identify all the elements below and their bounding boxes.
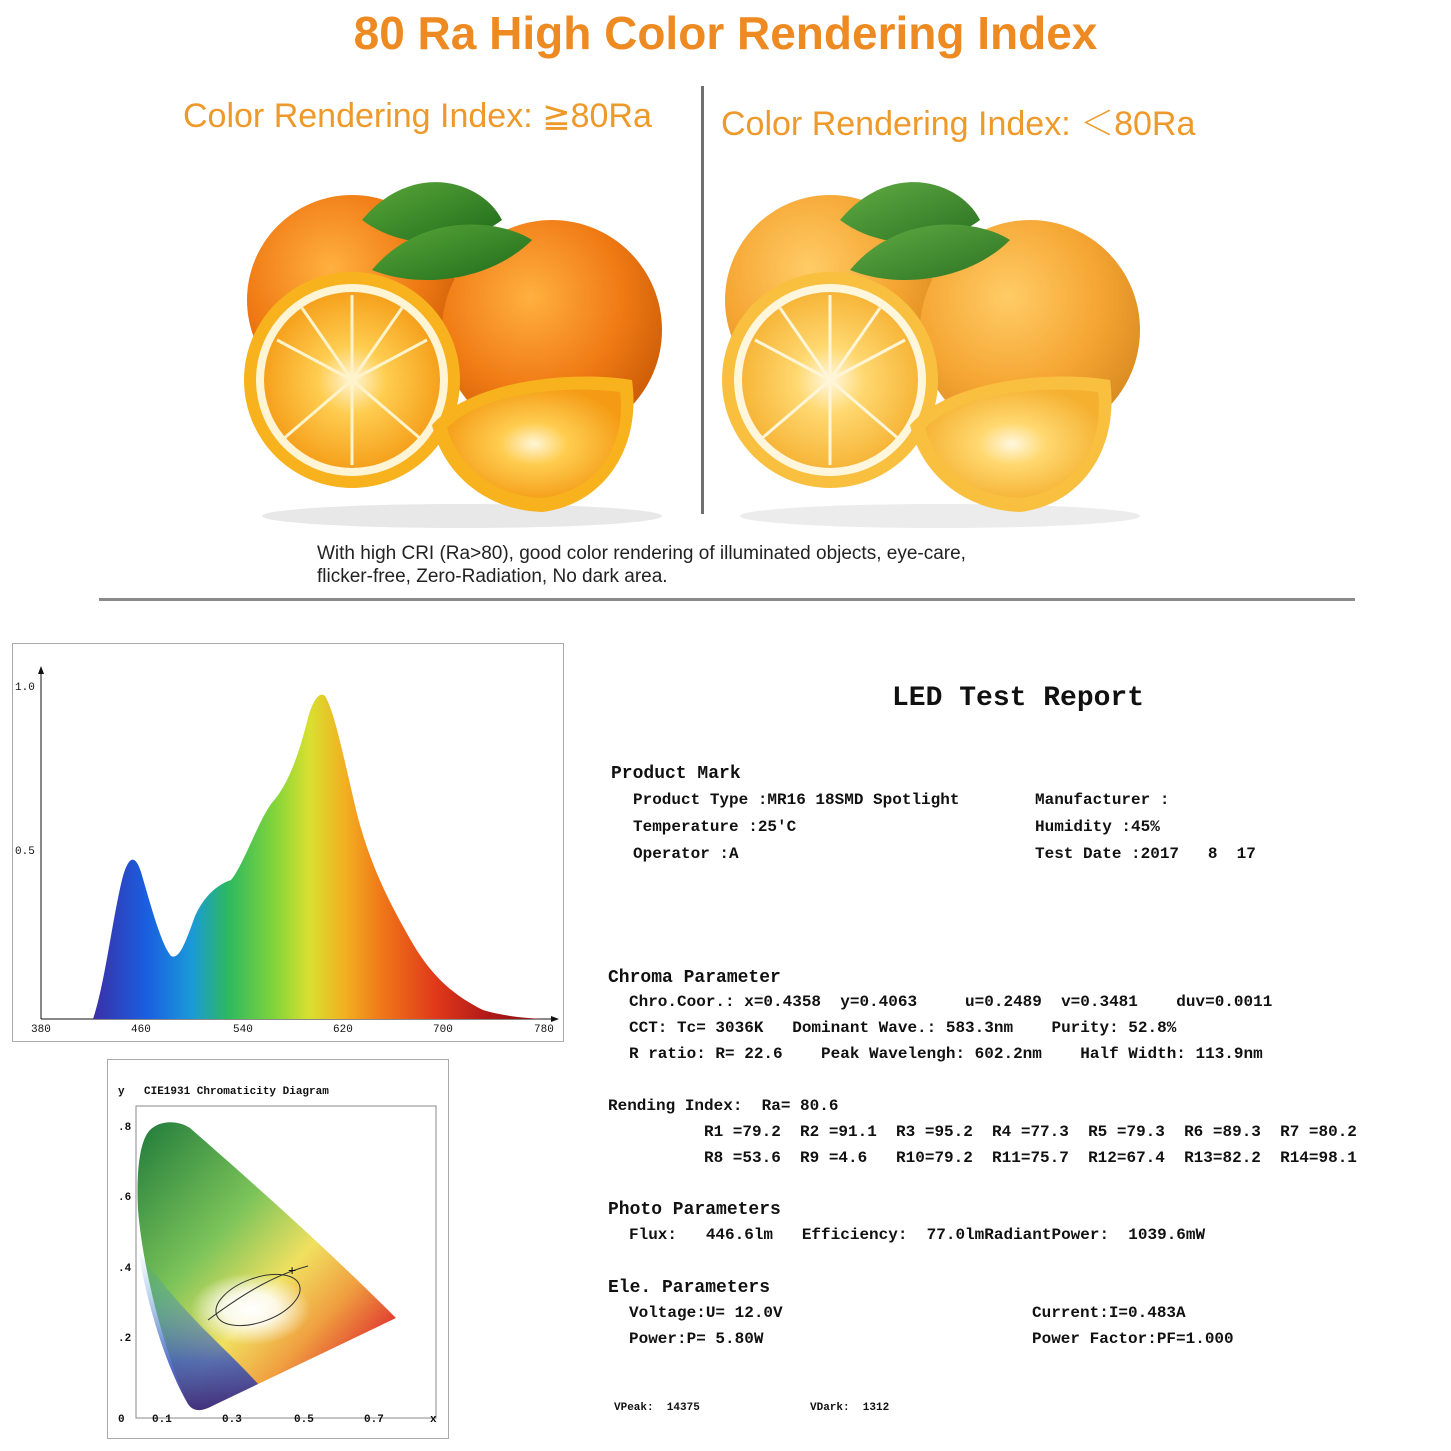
cct-line: CCT: Tc= 3036K Dominant Wave.: 583.3nm Purity: 52.8% (629, 1019, 1177, 1037)
vpeak: VPeak: 14375 (614, 1402, 700, 1414)
cie-y-tick: .8 (118, 1122, 132, 1134)
cie-y-axis-label: y (118, 1086, 125, 1098)
power-factor: Power Factor:PF=1.000 (1032, 1330, 1234, 1348)
spectrum-chart (12, 643, 564, 1042)
product-type: Product Type :MR16 18SMD Spotlight (633, 791, 960, 809)
caption-line-2: flicker-free, Zero-Radiation, No dark area. (317, 566, 668, 587)
temperature: Temperature :25'C (633, 818, 797, 836)
test-date: Test Date :2017 8 17 (1035, 845, 1256, 863)
cie-x-tick: 0.7 (364, 1414, 384, 1426)
photo-parameters-heading: Photo Parameters (608, 1200, 781, 1220)
comparison-divider (701, 86, 704, 514)
cie-y-tick: .2 (118, 1333, 132, 1345)
vdark: VDark: 1312 (810, 1402, 890, 1414)
spectrum-curve (93, 695, 543, 1019)
product-mark-heading: Product Mark (611, 764, 741, 784)
cie-x-tick: 0.1 (152, 1414, 172, 1426)
x-tick-label: 540 (233, 1024, 253, 1036)
cie-title: CIE1931 Chromaticity Diagram (144, 1086, 329, 1098)
humidity: Humidity :45% (1035, 818, 1160, 836)
rending-index-heading: Rending Index: Ra= 80.6 (608, 1097, 839, 1115)
oranges-low-cri-image (720, 140, 1160, 532)
y-tick-label: 0.5 (15, 846, 35, 858)
x-tick-label: 460 (131, 1024, 151, 1036)
x-tick-label: 380 (31, 1024, 51, 1036)
cie-x-tick: 0.3 (222, 1414, 242, 1426)
power: Power:P= 5.80W (629, 1330, 764, 1348)
cie-x-tick: 0 (118, 1414, 125, 1426)
y-axis-arrow-icon (38, 666, 44, 674)
voltage: Voltage:U= 12.0V (629, 1304, 783, 1322)
cie-x-axis-label: x (430, 1414, 437, 1426)
operator: Operator :A (633, 845, 739, 863)
oranges-high-cri-image (242, 140, 682, 532)
cie-y-tick: .4 (118, 1263, 132, 1275)
page-title: 80 Ra High Color Rendering Index (353, 7, 1098, 59)
cie-point-marker-icon: + (288, 1262, 297, 1278)
chroma-heading: Chroma Parameter (608, 968, 781, 988)
high-cri-label: Color Rendering Index: ≧80Ra (183, 97, 652, 135)
section-divider (99, 598, 1355, 601)
low-cri-label: Color Rendering Index: ＜80Ra (721, 105, 1196, 143)
cie-y-tick: .6 (118, 1192, 132, 1204)
r-values-row-1: R1 =79.2 R2 =91.1 R3 =95.2 R4 =77.3 R5 =79.3 R6 =89.3 R7 =80.2 (704, 1123, 1357, 1141)
chroma-coordinates: Chro.Coor.: x=0.4358 y=0.4063 u=0.2489 v=0.3481 duv=0.0011 (629, 993, 1273, 1011)
cie-diagram (107, 1059, 449, 1439)
caption-line-1: With high CRI (Ra>80), good color rendering of illuminated objects, eye-care, (317, 543, 966, 564)
manufacturer: Manufacturer : (1035, 791, 1170, 809)
r-values-row-2: R8 =53.6 R9 =4.6 R10=79.2 R11=75.7 R12=67.4 R13=82.2 R14=98.1 (704, 1149, 1357, 1167)
ele-parameters-heading: Ele. Parameters (608, 1278, 771, 1298)
spectrum-svg (13, 644, 563, 1041)
cri-caption (317, 542, 966, 588)
cie-svg (108, 1060, 448, 1438)
report-title: LED Test Report (892, 683, 1145, 714)
current: Current:I=0.483A (1032, 1304, 1186, 1322)
x-axis-arrow-icon (551, 1016, 559, 1022)
y-tick-label: 1.0 (15, 682, 35, 694)
x-tick-label: 780 (534, 1024, 554, 1036)
photo-parameters-line: Flux: 446.6lm Efficiency: 77.0lmRadiantPower: 1039.6mW (629, 1226, 1206, 1244)
x-tick-label: 700 (433, 1024, 453, 1036)
x-tick-label: 620 (333, 1024, 353, 1036)
cie-x-tick: 0.5 (294, 1414, 314, 1426)
r-ratio-line: R ratio: R= 22.6 Peak Wavelengh: 602.2nm Half Width: 113.9nm (629, 1045, 1263, 1063)
